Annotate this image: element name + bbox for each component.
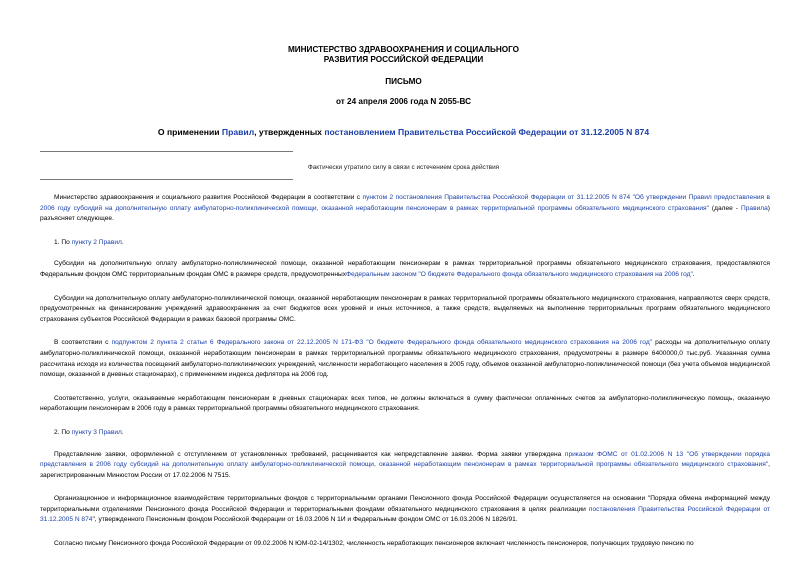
paragraph: Представление заявки, оформленной с отступлением от установленных требований, расценивается как непредставление заявки. Форма заявки утверждена приказом ФОМС от 01.02.2006 N 13 "Об утверждении порядка представления в 2006 году субсидий на дополнительную оплату амбулаторно-поликлинической помощи, оказанной неработающим пенсионерам в рамках территориальной программы обязательного медицинского страхования", зарегистрированным Минюстом России от 17.02.2006 N 7515. [40, 450, 770, 479]
paragraph: Согласно письму Пенсионного фонда Российской Федерации от 09.02.2006 N ЮМ-02-14/1302, численность неработающих пенсионеров включает численность пенсионеров, получающих трудовую пенсию по [54, 540, 694, 548]
subject-mid: , утвержденных [254, 127, 325, 137]
link-resolution-874[interactable]: пунктом 2 постановления Правительства Российской Федерации от 31.12.2005 N 874 "Об утверждении Правил предоставления в 2006 году субсидий на дополнительную оплату амбулаторно-поликлинической помощи, оказанной неработающим пенсионерам в рамках территориальной программы обязательного медицинского страхования" [40, 194, 771, 212]
paragraph: Соответственно, услуги, оказываемые неработающим пенсионерам в дневных стационарах всех типов, не должны включаться в сумму фактически оплаченных счетов за амбулаторно-поликлиническую помощь, оказанную неработающим пенсионерам в 2006 году в рамках территориальной программы обязательного медицинского страхования. [40, 394, 770, 413]
link-federal-law-budget[interactable]: Федеральным законом "О бюджете Федерального фонда обязательного медицинского страхования на 2006 год" [346, 270, 693, 278]
link-rules-point-2[interactable]: пункту 2 Правил [71, 238, 122, 246]
paragraph-heading: 2. По пункту 3 Правил. [54, 428, 124, 436]
divider-bottom [40, 179, 293, 180]
divider-top [40, 151, 293, 152]
paragraph: Министерство здравоохранения и социального развития Российской Федерации в соответствии с пунктом 2 постановления Правительства Российской Федерации от 31.12.2005 N 874 "Об утверждении Правил предоставления в 2006 году субсидий на дополнительную оплату амбулаторно-поликлинической помощи, оказанной неработающим пенсионерам в рамках территориальной программы обязательного медицинского страхования" (далее - Правила) разъясняет следующее. [40, 194, 771, 223]
link-resolution-874-2[interactable]: постановления Правительства Российской Федерации от 31.12.2005 N 874 [40, 505, 770, 524]
status-note: Фактически утратило силу в связи с истечением срока действия [307, 164, 500, 171]
subject-link-government[interactable]: Правительства Российской Федерации от 31.12.2005 N 874 [398, 127, 650, 137]
paragraph: Субсидии на дополнительную оплату амбулаторно-поликлинической помощи, оказанной неработающим пенсионерам в рамках территориальной программы обязательного медицинского страхования, предоставляются Федеральным фондом ОМС территориальным фондам ОМС в размере средств, предусмотренныхФедеральным законом "О бюджете Федерального фонда обязательного медицинского страхования на 2006 год". [40, 260, 770, 278]
link-rules-point-3[interactable]: пункту 3 Правил [71, 428, 122, 436]
ministry-line-1: МИНИСТЕРСТВО ЗДРАВООХРАНЕНИЯ И СОЦИАЛЬНОГО [287, 45, 520, 54]
paragraph: Организационное и информационное взаимодействие территориальных фондов с территориальными органами Пенсионного фонда Российской Федерации осуществляется на основании "Порядка обмена информацией между территориальными отделениями Пенсионного фонда Российской Федерации и территориальными фондами обязательного медицинского страхования в целях реализации постановления Правительства Российской Федерации от 31.12.2005 N 874", утвержденного Пенсионным фондом Российской Федерации от 16.03.2006 N 1И и Федеральным фондом ОМС от 16.03.2006 N 1826/91. [40, 495, 770, 524]
paragraph: Субсидии на дополнительную оплату амбулаторно-поликлинической помощи, оказанной неработающим пенсионерам в рамках территориальной программы обязательного медицинского страхования, направляются сверх средств, предусмотренных на финансирование учреждений здравоохранения за счет бюджетов всех уровней и иных источников, а также средств, выделяемых на выполнение территориальных программ обязательного медицинского страхования субъектов Российской Федерации в рамках базовой программы ОМС. [40, 294, 770, 323]
document-date-number: от 24 апреля 2006 года N 2055-ВС [335, 97, 472, 106]
subject-prefix: О применении [157, 127, 222, 137]
paragraph-heading: 1. По пункту 2 Правил. [54, 238, 124, 246]
link-foms-order-13[interactable]: приказом ФОМС от 01.02.2006 N 13 "Об утверждении порядка представления в 2006 году субсидий на дополнительную оплату амбулаторно-поликлинической помощи, оказанной неработающим пенсионерам в рамках территориальной программы обязательного медицинского страхования" [40, 450, 770, 469]
subject-link-resolution[interactable]: постановлением [324, 127, 396, 137]
document-subject [0, 127, 807, 137]
link-federal-law-171[interactable]: подпунктом 2 пункта 2 статьи 6 Федерального закона от 22.12.2005 N 171-ФЗ "О бюджете Федерального фонда обязательного медицинского страхования на 2006 год" [111, 339, 653, 347]
link-rules[interactable]: Правила [741, 204, 768, 212]
paragraph: В соответствии с подпунктом 2 пункта 2 статьи 6 Федерального закона от 22.12.2005 N 171-ФЗ "О бюджете Федерального фонда обязательного медицинского страхования на 2006 год" расходы на дополнительную оплату амбулаторно-поликлинической помощи, оказанной неработающим пенсионерам в рамках территориальной программы обязательного медицинского страхования, предусмотрены в размере 6400000,0 тыс.руб. Указанная сумма рассчитана исходя из количества посещений амбулаторно-поликлинических учреждений, численности неработающего населения в 2005 году, объемов оказанной амбулаторно-поликлинической помощи (без учета объемов медицинской помощи, оказанной в дневных стационарах), с применением индекса дефлятора на 2006 год. [40, 339, 771, 379]
ministry-line-2: РАЗВИТИЯ РОССИЙСКОЙ ФЕДЕРАЦИИ [323, 55, 484, 64]
document-type: ПИСЬМО [385, 77, 422, 86]
document-body [40, 193, 770, 563]
ministry-heading [0, 45, 807, 65]
subject-link-rules[interactable]: Правил [221, 127, 255, 137]
